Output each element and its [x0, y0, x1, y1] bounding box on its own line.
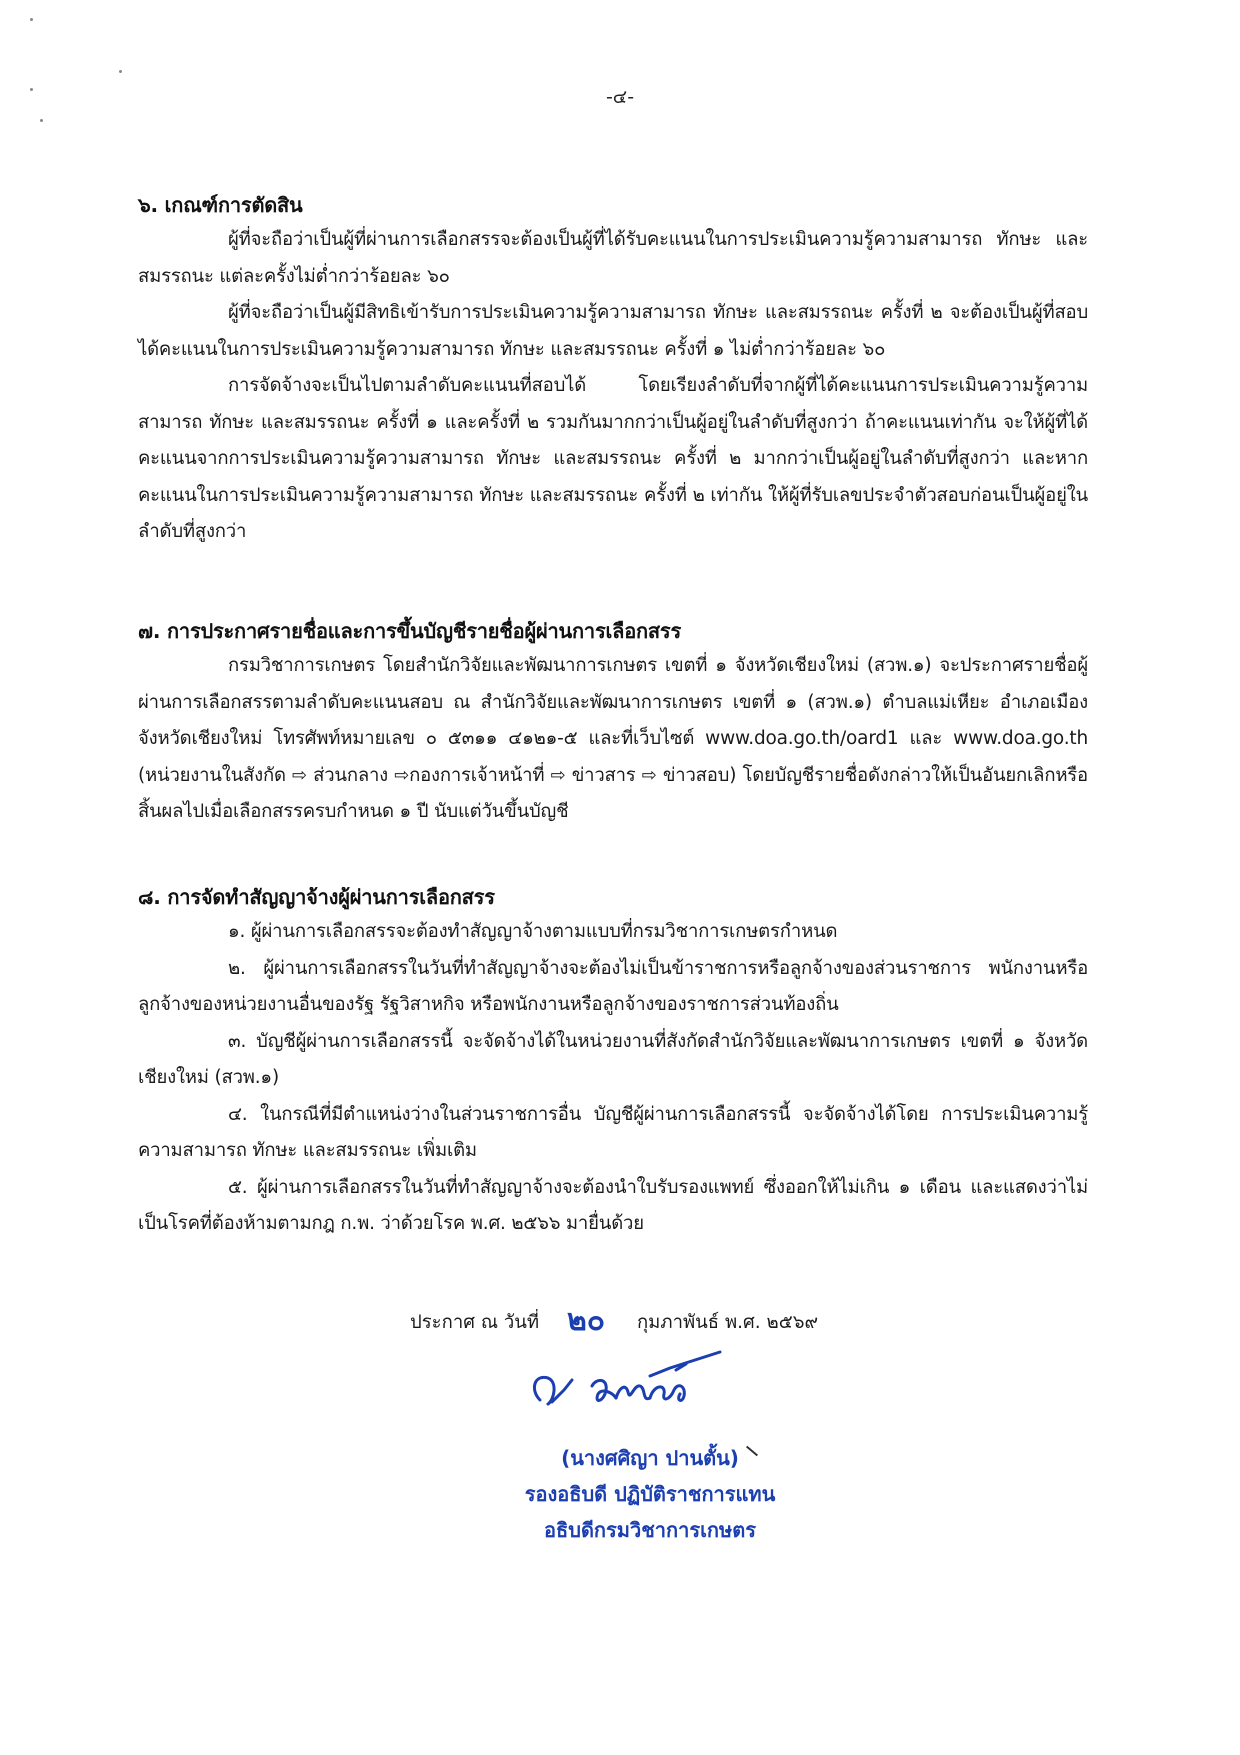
- paragraph-part: กรมวิชาการเกษตร โดยสำนักวิจัยและพัฒนาการเกษตร เขตที่ ๑ จังหวัดเชียงใหม่ (สวพ.๑) จะประกาศรายชื่อผู้ผ่านการเลือกสรรตามลำดับคะแนนสอบ ณ สำนักวิจัยและพัฒนาการเกษตร เขตที่ ๑ (สวพ.๑) ตำบลแม่เหียะ อำเภอเมือง จังหวัดเชียงใหม่ โทรศัพท์หมายเลข ๐ ๕๓๑๑ ๔๑๒๑-๕ และที่เว็บไซต์ www.doa.go.th/oard1 และ www.doa.go.th (หน่วยงานในสังกัด: [138, 655, 1088, 786]
- section-7-announcement: [138, 614, 1088, 831]
- nav-path-item: ข่าวสาร: [571, 764, 636, 786]
- list-item: ๕. ผู้ผ่านการเลือกสรรในวันที่ทำสัญญาจ้างจะต้องนำใบรับรองแพทย์ ซึ่งออกให้ไม่เกิน ๑ เดือน และแสดงว่าไม่เป็นโรคที่ต้องห้ามตามกฎ ก.พ. ว่าด้วยโรค พ.ศ. ๒๕๖๖ มายื่นด้วย: [138, 1176, 1088, 1234]
- section-6-criteria: [138, 188, 1088, 551]
- signer-name: (นางศศิญา ปานตั้น): [561, 1446, 739, 1470]
- nav-path-item: กองการเจ้าหน้าที่: [409, 764, 545, 786]
- scan-speck: [30, 18, 33, 21]
- arrow-right-icon: ⇨: [394, 764, 410, 786]
- scan-speck: [119, 70, 122, 73]
- list-item: ๓. บัญชีผู้ผ่านการเลือกสรรนี้ จะจัดจ้างได้ในหน่วยงานที่สังกัดสำนักวิจัยและพัฒนาการเกษตร เขตที่ ๑ จังหวัดเชียงใหม่ (สวพ.๑): [138, 1030, 1088, 1088]
- page-number: -๔-: [605, 86, 635, 108]
- date-prefix: ประกาศ ณ วันที่: [410, 1312, 540, 1333]
- signer-title: รองอธิบดี ปฏิบัติราชการแทน: [524, 1482, 776, 1506]
- section-8-contract: [138, 880, 1088, 1243]
- signature-icon: [520, 1340, 780, 1430]
- list-item: ๒. ผู้ผ่านการเลือกสรรในวันที่ทำสัญญาจ้างจะต้องไม่เป็นข้าราชการหรือลูกจ้างของส่วนราชการ พนักงานหรือลูกจ้างของหน่วยงานอื่นของรัฐ รัฐวิสาหกิจ หรือพนักงานหรือลูกจ้างของราชการส่วนท้องถิ่น: [138, 957, 1088, 1015]
- handwritten-day: ๒๐: [567, 1303, 606, 1338]
- paragraph: [138, 648, 1088, 831]
- arrow-right-icon: ⇨: [641, 764, 657, 786]
- section-heading: ๖. เกณฑ์การตัดสิน: [138, 193, 303, 217]
- nav-path-item: ข่าวสอบ: [662, 764, 730, 786]
- nav-path-item: ส่วนกลาง: [313, 764, 388, 786]
- section-heading: ๗. การประกาศรายชื่อและการขึ้นบัญชีรายชื่อผู้ผ่านการเลือกสรร: [138, 619, 682, 643]
- list-item: ๔. ในกรณีที่มีตำแหน่งว่างในส่วนราชการอื่น บัญชีผู้ผ่านการเลือกสรรนี้ จะจัดจ้างได้โดย การประเมินความรู้ความสามารถ ทักษะ และสมรรถนะ เพิ่มเติม: [138, 1103, 1088, 1161]
- paragraph: ผู้ที่จะถือว่าเป็นผู้มีสิทธิเข้ารับการประเมินความรู้ความสามารถ ทักษะ และสมรรถนะ ครั้งที่ ๒ จะต้องเป็นผู้ที่สอบได้คะแนนในการประเมินความรู้ความสามารถ ทักษะ และสมรรถนะ ครั้งที่ ๑ ไม่ต่ำกว่าร้อยละ ๖๐: [138, 302, 1088, 360]
- signer-block: [400, 1440, 900, 1548]
- paragraph: การจัดจ้างจะเป็นไปตามลำดับคะแนนที่สอบได้ โดยเรียงลำดับที่จากผู้ที่ได้คะแนนการประเมินความรู้ความสามารถ ทักษะ และสมรรถนะ ครั้งที่ ๑ และครั้งที่ ๒ รวมกันมากกว่าเป็นผู้อยู่ในลำดับที่สูงกว่า ถ้าคะแนนเท่ากัน จะให้ผู้ที่ได้คะแนนจากการประเมินความรู้ความสามารถ ทักษะ และสมรรถนะ ครั้งที่ ๒ มากกว่าเป็นผู้อยู่ในลำดับที่สูงกว่า และหากคะแนนในการประเมินความรู้ความสามารถ ทักษะ และสมรรถนะ ครั้งที่ ๒ เท่ากัน ให้ผู้ที่รับเลขประจำตัวสอบก่อนเป็นผู้อยู่ในลำดับที่สูงกว่า: [138, 375, 1088, 542]
- paragraph-part: ) โดยบัญชีรายชื่อดังกล่าวให้เป็นอันยกเลิกหรือสิ้นผลไปเมื่อเลือกสรรครบกำหนด ๑ ปี นับแต่วันขึ้นบัญชี: [138, 764, 1088, 822]
- arrow-right-icon: ⇨: [550, 764, 566, 786]
- section-heading: ๘. การจัดทำสัญญาจ้างผู้ผ่านการเลือกสรร: [138, 885, 495, 909]
- signer-title: อธิบดีกรมวิชาการเกษตร: [544, 1518, 756, 1542]
- date-month-year: กุมภาพันธ์ พ.ศ. ๒๕๖๙: [636, 1312, 819, 1333]
- list-item: ๑. ผู้ผ่านการเลือกสรรจะต้องทำสัญญาจ้างตามแบบที่กรมวิชาการเกษตรกำหนด: [228, 921, 838, 942]
- announcement-date: [410, 1295, 970, 1342]
- scan-speck: [40, 119, 43, 122]
- arrow-right-icon: ⇨: [292, 764, 307, 786]
- paragraph: ผู้ที่จะถือว่าเป็นผู้ที่ผ่านการเลือกสรรจะต้องเป็นผู้ที่ได้รับคะแนนในการประเมินความรู้ความสามารถ ทักษะ และสมรรถนะ แต่ละครั้งไม่ต่ำกว่าร้อยละ ๖๐: [138, 229, 1088, 287]
